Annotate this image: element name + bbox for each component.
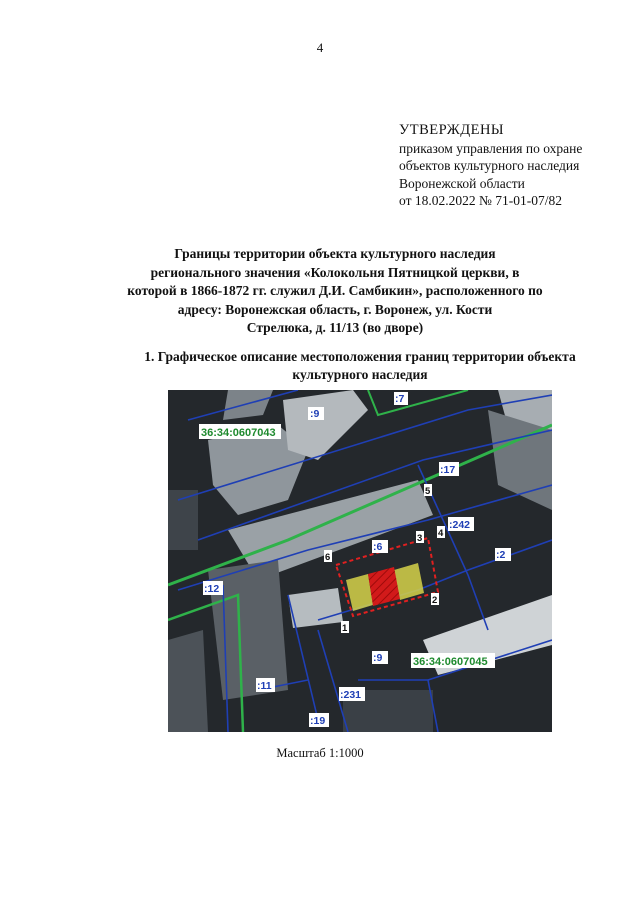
point-number: 2: [432, 595, 438, 606]
page-number: 4: [316, 40, 324, 55]
parcel-label: :242: [449, 519, 471, 531]
heading-line: Границы территории объекта культурного наследия: [174, 246, 496, 261]
heading-line: регионального значения «Колокольня Пятницкой церкви, в: [150, 264, 520, 280]
section-line: 1. Графическое описание местоположения границ территории объекта: [144, 349, 576, 364]
approval-line: приказом управления по охране: [399, 140, 583, 156]
satellite-map: [168, 390, 552, 732]
approval-line: от 18.02.2022 № 71-01-07/82: [399, 193, 562, 208]
approval-block: [399, 122, 582, 210]
parcel-label: :231: [340, 689, 362, 701]
parcel-label: :6: [373, 541, 383, 553]
heading-line: Стрелюка, д. 11/13 (во дворе): [246, 320, 424, 335]
parcel-label: :11: [257, 680, 272, 692]
parcel-label: :2: [496, 549, 506, 561]
point-number: 5: [425, 486, 431, 497]
point-number: 6: [325, 552, 331, 563]
map-scale: Масштаб 1:1000: [276, 746, 364, 760]
heading-line: адресу: Воронежская область, г. Воронеж, ул. Кости: [177, 301, 493, 317]
parcel-label: :12: [204, 583, 220, 595]
approval-line: Воронежской области: [399, 175, 525, 191]
parcel-label: :9: [373, 652, 383, 664]
parcel-label: :7: [395, 393, 405, 405]
approval-title: УТВЕРЖДЕНЫ: [399, 122, 505, 138]
section-title: [100, 348, 620, 384]
parcel-label: :9: [310, 408, 320, 420]
quarter-label: 36:34:0607043: [201, 427, 276, 439]
point-number: 4: [438, 528, 444, 539]
section-line: культурного наследия: [292, 367, 428, 382]
approval-line: объектов культурного наследия: [399, 158, 580, 173]
map-image: [168, 390, 552, 732]
point-number: 1: [342, 623, 348, 634]
quarter-label: 36:34:0607045: [413, 656, 488, 668]
parcel-label: :17: [440, 464, 456, 476]
heading-line: которой в 1866-1872 гг. служил Д.И. Самбикин», расположенного по: [127, 283, 543, 298]
point-number: 3: [417, 533, 423, 544]
document-heading: [100, 245, 570, 338]
parcel-label: :19: [310, 715, 326, 727]
